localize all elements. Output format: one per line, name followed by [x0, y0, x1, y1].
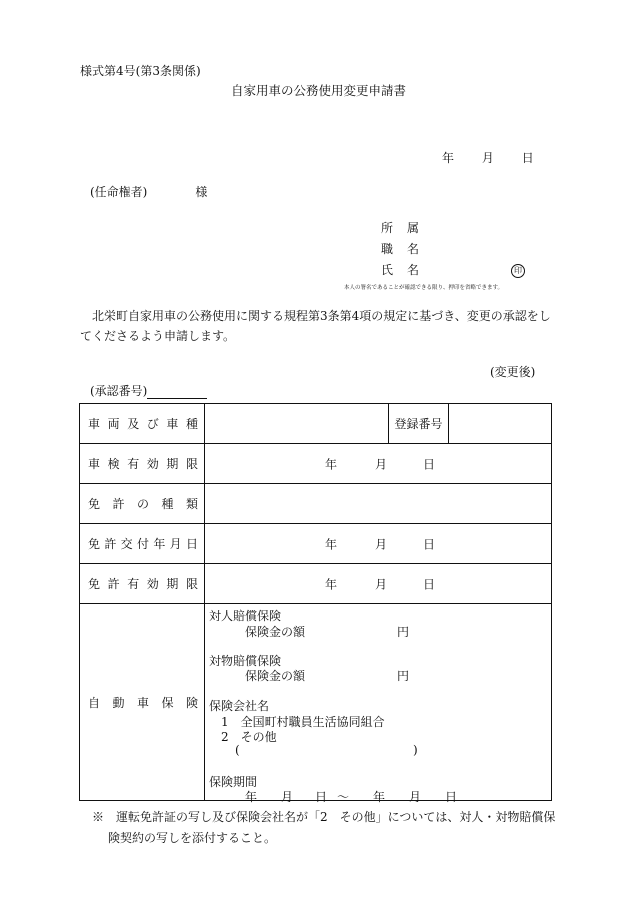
day-unit: 日	[521, 151, 534, 165]
period-tilde: ～	[337, 790, 350, 804]
period-start-year: 年	[245, 790, 258, 804]
month-unit: 月	[375, 457, 388, 471]
label-char: 車	[136, 695, 149, 710]
label-char: 月	[169, 537, 182, 551]
insurance-company-label: 保険会社名	[209, 699, 270, 713]
label-char: 車	[88, 417, 101, 431]
other-close-paren: )	[413, 743, 418, 757]
label-char: 付	[136, 537, 149, 551]
label-char: 期	[166, 457, 179, 471]
signature-note: 本人の署名であることが確認できる限り、押印を省略できます。	[344, 285, 504, 291]
label-char: び	[146, 417, 159, 431]
label-char: 両	[107, 417, 120, 431]
year-unit: 年	[325, 457, 338, 471]
label-char: 類	[185, 497, 198, 511]
request-text: 北栄町自家用車の公務使用に関する規程第3条第4項の規定に基づき、変更の承認をしてくださるよう申請します。	[80, 309, 551, 343]
footnote-line-1: 運転免許証の写し及び保険会社名が「2 その他」については、対人・対物賠償保	[116, 810, 556, 824]
applicant-block	[381, 218, 525, 281]
license-type-field[interactable]	[205, 484, 552, 524]
label-char: 有	[127, 577, 140, 591]
license-type-label	[80, 495, 204, 512]
insurance-label	[80, 694, 204, 711]
registration-field[interactable]	[449, 404, 552, 444]
other-open-paren: (	[235, 743, 240, 757]
position-label: 職名	[381, 242, 434, 256]
label-char: 及	[127, 417, 140, 431]
seal-mark: 印	[511, 264, 525, 278]
period-start-day: 日	[315, 790, 328, 804]
property-amount-label: 保険金の額	[245, 669, 306, 683]
label-char: 保	[161, 695, 174, 710]
year-unit: 年	[442, 151, 455, 165]
label-char: 限	[185, 577, 198, 591]
personal-amount-label: 保険金の額	[245, 625, 306, 639]
document-title: 自家用車の公務使用変更申請書	[231, 83, 407, 98]
vehicle-label	[80, 415, 204, 432]
label-char: 許	[112, 497, 125, 511]
label-char: 種	[161, 497, 174, 511]
yen-unit: 円	[397, 669, 410, 683]
label-char: 検	[107, 457, 120, 471]
approval-number	[90, 382, 207, 399]
year-unit: 年	[325, 537, 338, 551]
day-unit: 日	[423, 457, 436, 471]
insurance-period-label: 保険期間	[209, 775, 258, 789]
label-char: 許	[104, 537, 117, 551]
label-char: 効	[146, 457, 159, 471]
label-char: 車	[88, 457, 101, 471]
label-char: 日	[185, 537, 198, 551]
label-char: 険	[185, 695, 198, 710]
label-char: 自	[88, 695, 101, 710]
approval-number-field[interactable]	[147, 384, 207, 399]
label-char: 免	[88, 497, 101, 511]
vehicle-field[interactable]	[205, 404, 389, 444]
label-char: 車	[166, 417, 179, 431]
period-end-day: 日	[445, 790, 458, 804]
label-char: 免	[88, 577, 101, 591]
vehicle-label-cell	[80, 404, 205, 444]
label-char: 許	[107, 577, 120, 591]
approval-number-label: (承認番号)	[90, 384, 148, 398]
label-char: 年	[153, 537, 166, 551]
license-expiry-label	[80, 575, 204, 592]
application-date	[442, 149, 534, 166]
license-issue-date-field[interactable]	[205, 524, 552, 564]
after-change-label: (変更後)	[490, 365, 536, 379]
license-issue-label	[80, 535, 204, 552]
inspection-label	[80, 455, 204, 472]
property-liability-label: 対物賠償保険	[209, 654, 282, 668]
day-unit: 日	[423, 537, 436, 551]
period-end-year: 年	[373, 790, 386, 804]
license-expiry-date-field[interactable]	[205, 564, 552, 604]
registration-label: 登録番号	[389, 404, 449, 444]
addressee	[90, 183, 207, 200]
label-char: 交	[120, 537, 133, 551]
footnote-mark: ※	[92, 810, 105, 824]
name-label: 氏名	[381, 263, 434, 277]
month-unit: 月	[375, 537, 388, 551]
label-char: 限	[185, 457, 198, 471]
yen-unit: 円	[397, 625, 410, 639]
label-char: 免	[88, 537, 101, 551]
form-number: 様式第4号(第3条関係)	[80, 64, 201, 78]
label-char: の	[136, 497, 149, 511]
company-option-1[interactable]: 1 全国町村職員生活協同組合	[221, 715, 385, 729]
month-unit: 月	[375, 577, 388, 591]
month-unit: 月	[481, 151, 494, 165]
label-char: 有	[127, 457, 140, 471]
inspection-date-field[interactable]	[205, 444, 552, 484]
year-unit: 年	[325, 577, 338, 591]
label-char: 効	[146, 577, 159, 591]
label-char: 動	[112, 695, 125, 710]
day-unit: 日	[423, 577, 436, 591]
personal-liability-label: 対人賠償保険	[209, 609, 282, 623]
affiliation-label: 所属	[381, 221, 434, 235]
footnote	[92, 807, 555, 849]
company-option-2[interactable]: 2 その他	[221, 730, 277, 744]
label-char: 期	[166, 577, 179, 591]
appointing-authority: (任命権者)	[90, 185, 148, 199]
application-table	[79, 403, 552, 804]
honorific: 様	[195, 185, 208, 199]
insurance-field[interactable]	[205, 604, 552, 804]
period-start-month: 月	[281, 790, 294, 804]
period-end-month: 月	[409, 790, 422, 804]
footnote-line-2: 険契約の写しを添付すること。	[108, 831, 277, 845]
label-char: 種	[185, 417, 198, 431]
